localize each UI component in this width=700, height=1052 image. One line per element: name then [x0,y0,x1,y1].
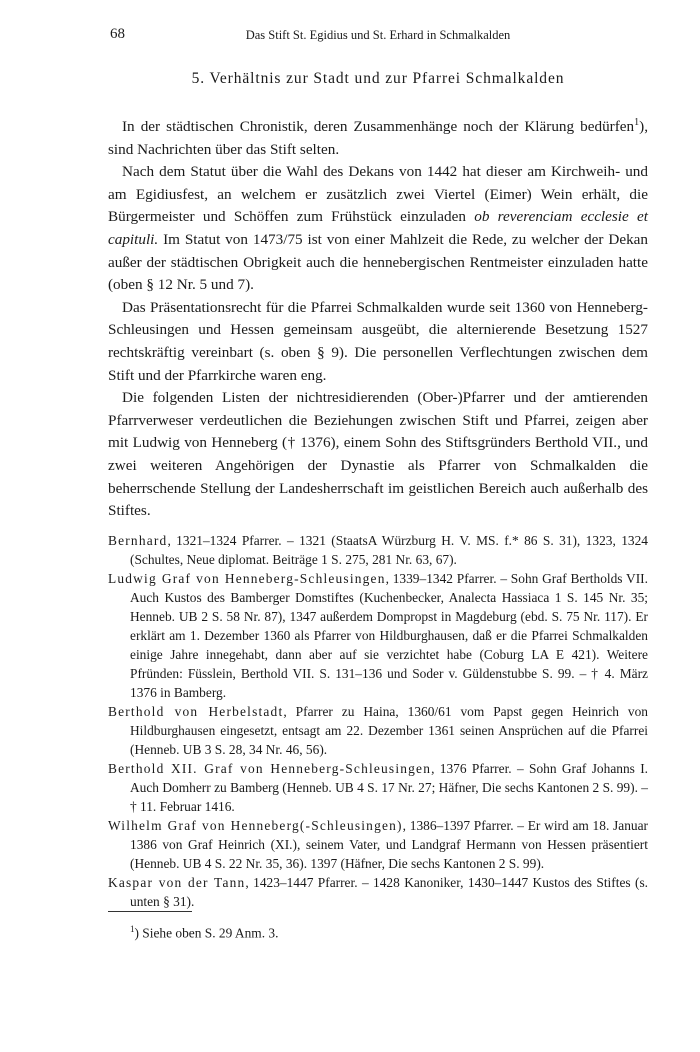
list-entry [108,702,648,759]
running-title: Das Stift St. Egidius und St. Erhard in Schmalkalden [245,28,511,42]
entry-name: Bernhard [108,532,168,548]
entry-name: Berthold von Herbelstadt [108,703,284,719]
paragraph-text: Nach dem Statut über die Wahl des Dekans von 1442 hat dieser am Kirchweih- und am Egidiusfest, an welchem er zusätzlich zwei Viertel (Eimer) Wein erhält, die Bürgermeister und Schöffen zum Frühstück einzuladen [108,163,648,226]
entry-name: Berthold XII. Graf von Henneberg-Schleusingen [108,760,432,776]
book-page [108,26,649,941]
footnote-reference: 1 [634,116,640,128]
entry-text: , 1321–1324 Pfarrer. – 1321 (StaatsA Würzburg H. V. MS. f.* 86 S. 31), 1323, 1324 (Schultes, Neue diplomat. Beiträge 1 S. 275, 281 Nr. 63, 67). [130,532,648,567]
entry-text: , 1376 Pfarrer. – Sohn Graf Johanns I. Auch Domherr zu Bamberg (Henneb. UB 4 S. 17 Nr. 27; Häfner, Die sechs Kantonen 2 S. 99). – † 11. Februar 1416. [130,760,649,814]
footnote-divider [108,911,192,912]
paragraph [108,116,648,161]
running-head [108,26,648,48]
entry-text: , 1339–1342 Pfarrer. – Sohn Graf Bertholds VII. Auch Kustos des Bamberger Domstiftes (Kuchenbecker, Analecta Hassiaca 1 S. 145 Nr. 35; Henneb. UB 2 S. 58 Nr. 87), 1347 außerdem Dompropst in Magdeburg (ebd. S. 75 Nr. 117). Er erklärt am 1. Dezember 1360 als Pfarrer von Hildburghausen, daß er die Pfarrei Schmalkalden einige Jahre innegehabt, dann aber auf sie verzichtet habe (Coburg LA E 421). Weitere Pfründen: Füsslein, Berthold VII. S. 131–136 und Soder v. Güldenstubbe S. 99. – † 4. März 1376 in Bamberg. [130,570,648,700]
list-entry [108,816,648,873]
entry-text: , Pfarrer zu Haina, 1360/61 vom Papst gegen Heinrich von Hildburghausen eingesetzt, entsagt am 22. Dezember 1361 seinen Ansprüchen auf die Pfarrei (Henneb. UB 3 S. 28, 34 Nr. 46, 56). [130,703,648,757]
list-entry [108,569,648,702]
entry-text: , 1423–1447 Pfarrer. – 1428 Kanoniker, 1430–1447 Kustos des Stiftes (s. unten § 31). [130,874,648,909]
section-title: 5. Verhältnis zur Stadt und zur Pfarrei Schmalkalden [191,70,565,87]
footnote [130,924,278,941]
paragraph: Das Präsentationsrecht für die Pfarrei Schmalkalden wurde seit 1360 von Henneberg-Schleusingen und Hessen gemeinsam ausgeübt, die alternierende Besetzung 1527 rechtskräftig vereinbart (s. oben § 9). Die personellen Verflechtungen zwischen dem Stift und der Pfarrkirche waren eng. [108,298,648,384]
paragraph-text: In der städtischen Chronistik, deren Zusammenhänge noch der Klärung bedürfen [122,118,635,135]
entry-text: , 1386–1397 Pfarrer. – Er wird am 18. Januar 1386 von Graf Heinrich (XI.), seinem Vater, und Landgraf Hermann von Hessen präsentiert (Henneb. UB 4 S. 22 Nr. 35, 36). 1397 (Häfner, Die sechs Kantonen 2 S. 99). [130,817,648,871]
entry-name: Kaspar von der Tann [108,874,246,890]
entry-name: Wilhelm Graf von Henneberg(-Schleusingen) [108,817,403,833]
pastor-list [108,531,648,911]
footnote-text: ) Siehe oben S. 29 Anm. 3. [134,925,279,941]
list-entry [108,759,648,816]
paragraph-text: ), sind Nachrichten über das Stift selten. [108,118,648,158]
entry-name: Ludwig Graf von Henneberg-Schleusingen [108,570,386,586]
paragraph [108,161,648,297]
paragraph-text: Im Statut von 1473/75 ist von einer Mahlzeit die Rede, zu welcher der Dekan außer der städtischen Obrigkeit auch die hennebergischen Rentmeister einzuladen hatte (oben § 12 Nr. 5 und 7). [108,230,648,294]
paragraph: Die folgenden Listen der nichtresidierenden (Ober-)Pfarrer und der amtierenden Pfarrverweser verdeutlichen die Beziehungen zwischen Stift und Pfarrei, zeigen aber mit Ludwig von Henneberg († 1376), einem Sohn des Stiftsgründers Berthold VII., und zwei weiteren Angehörigen der Dynastie als Pfarrer von Schmalkalden die beherrschende Stellung der Landesherrschaft im geistlichen Bereich auch außerhalb des Stiftes. [108,389,648,520]
list-entry [108,531,648,569]
latin-quote: ob reverenciam ecclesie et capituli. [108,208,648,248]
footnote-marker: 1 [130,924,135,934]
list-entry [108,873,648,911]
body-text [108,116,648,523]
page-number: 68 [110,26,125,42]
